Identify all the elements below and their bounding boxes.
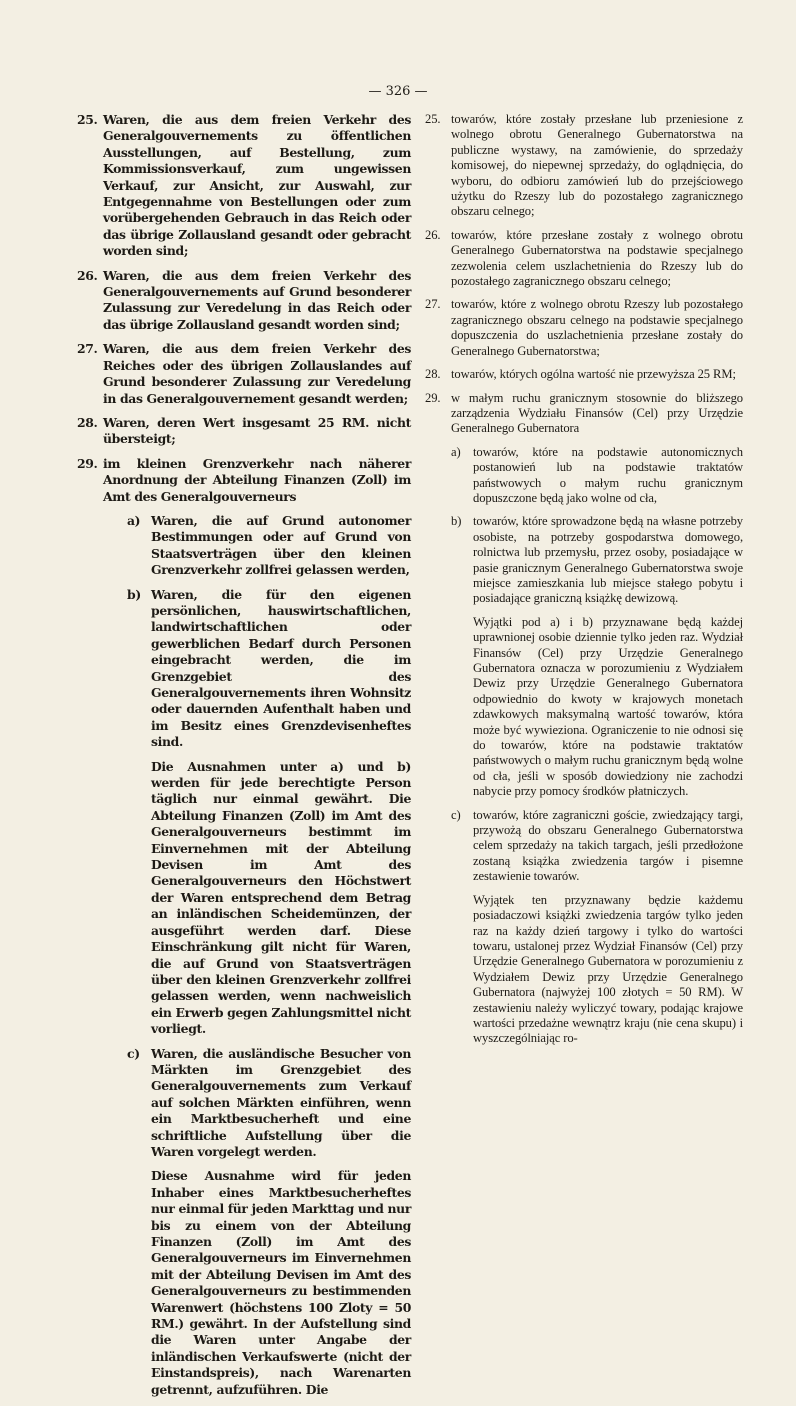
list-item — [77, 112, 411, 260]
sub-item-text: towarów, które sprowadzone będą na własne potrzeby osobiste, na potrzeby gospodarstwa domowego, rolnictwa lub przemysłu, przez osoby, posiadające w pasie granicznym Generalnego Gubernatorstwa swoje miejsce zamieszkania lub miejsce stałego pobytu i posiadające graniczną książkę dewizową. — [473, 514, 743, 606]
item-text: Waren, deren Wert insgesamt 25 RM. nicht übersteigt; — [103, 414, 411, 447]
german-column — [77, 112, 411, 1406]
list-item — [425, 112, 743, 220]
sub-item-text: Waren, die ausländische Besucher von Märkten im Grenzgebiet des Generalgouvernements zum Verkauf auf solchen Märkten einführen, wenn ein Marktbesucherheft und eine schriftliche Aufstellung über die Waren vorgelegt werden. — [151, 1045, 411, 1159]
item-text: towarów, które zostały przesłane lub przeniesione z wolnego obrotu Generalnego Gubernatorstwa na publiczne wystawy, na zamówienie, do sprzedaży komisowej, do niepewnej sprzedaży, do oglądnięcia, do wyboru, do odbioru zamówień lub do przejściowego użytku do Rzeszy lub do pozostałego zagranicznego obszaru celnego; — [451, 112, 743, 219]
paragraph: Wyjątki pod a) i b) przyznawane będą każdej uprawnionej osobie dziennie tylko jeden raz. Wydział Finansów (Cel) przy Urzędzie Generalnego Gubernatora oznacza w porozumieniu z Wydziałem Dewiz przy Urzędzie Generalnego Gubernatora odpowiednio do kwoty w krajowych monetach zdawkowych maksymalną wartość towarów, która może być wywieziona. Ograniczenie to nie odnosi się do towarów, które na podstawie traktatów państwowych o małym ruchu granicznym będą wolne od cła, jeśli w sposób dowiedziony nie zachodzi nabycie przy pomocy środków płatniczych. — [473, 614, 743, 799]
item-number: 25. — [425, 112, 441, 126]
item-number: 28. — [425, 367, 441, 382]
list-item — [425, 391, 743, 437]
sub-item-c — [127, 1046, 411, 1161]
item-number: 25. — [77, 112, 98, 127]
page-number: — 326 — — [368, 84, 428, 99]
list-item — [77, 456, 411, 505]
item-text: towarów, które z wolnego obrotu Rzeszy lub pozostałego zagranicznego obszaru celnego na podstawie specjalnego dopuszczenia do uszlachetnienia przesłane zostały do Generalnego Gubernatorstwa; — [451, 297, 743, 358]
list-item — [77, 415, 411, 448]
item-number: 28. — [77, 414, 98, 430]
item-text: Waren, die aus dem freien Verkehr des Reiches oder des übrigen Zollauslandes auf Grund besonderer Zulassung zur Veredelung in das Generalgouvernement gesandt werden; — [103, 341, 411, 406]
item-number: 29. — [425, 390, 441, 405]
list-item — [77, 268, 411, 334]
sub-item-text: Waren, die auf Grund autonomer Bestimmungen oder auf Grund von Staatsverträgen über den kleinen Grenzverkehr zollfrei gelassen werden, — [151, 512, 411, 578]
sub-item-a — [451, 445, 743, 507]
sub-item-label: c) — [127, 1045, 140, 1061]
sub-item-c — [451, 808, 743, 885]
sub-item-text: towarów, które na podstawie autonomicznych postanowień lub na podstawie traktatów państwowych o małym ruchu granicznym dopuszczone będą jako wolne od cła, — [473, 444, 743, 505]
list-item — [425, 297, 743, 359]
list-item — [425, 228, 743, 290]
sub-item-label: b) — [451, 514, 462, 529]
sub-item-b — [127, 587, 411, 751]
list-item — [425, 367, 743, 382]
sub-item-label: a) — [127, 512, 141, 528]
sub-item-a — [127, 513, 411, 579]
sub-item-b — [451, 514, 743, 606]
item-text: w małym ruchu granicznym stosownie do bliższego zarządzenia Wydziału Finansów (Cel) przy Urzędzie Generalnego Gubernatora — [451, 390, 743, 436]
item-text: im kleinen Grenzverkehr nach näherer Anordnung der Abteilung Finanzen (Zoll) im Amt des Generalgouverneurs — [103, 455, 411, 504]
sub-item-label: a) — [451, 444, 461, 459]
paragraph: Diese Ausnahme wird für jeden Inhaber eines Marktbesucherheftes nur einmal für jeden Markttag und nur bis zu einem von der Abteilung Finanzen (Zoll) im Amt des Generalgouverneurs im Einvernehmen mit der Abteilung Devisen im Amt des Generalgouverneurs zu bestimmenden Warenwert (höchstens 100 Zloty = 50 RM.) gewährt. In der Aufstellung sind die Waren unter Angabe der inländischen Verkaufswerte (nicht der Einstandspreis), nach Warenarten getrennt, aufzuführen. Die — [151, 1168, 411, 1397]
item-text: Waren, die aus dem freien Verkehr des Generalgouvernements zu öffentlichen Ausstellungen, auf Bestellung, zum Kommissionsverkauf, zum ungewissen Verkauf, zur Ansicht, zur Auswahl, zur Entgegennahme von Bestellungen oder zum vorübergehenden Gebrauch in das Reich oder das übrige Zollausland gesandt oder gebracht worden sind; — [103, 112, 411, 259]
item-number: 26. — [77, 267, 98, 283]
sub-items — [425, 445, 743, 1047]
sub-items — [77, 513, 411, 1398]
item-number: 29. — [77, 455, 98, 471]
item-text: towarów, których ogólna wartość nie przewyższa 25 RM; — [451, 367, 736, 382]
list-item — [77, 341, 411, 407]
item-number: 27. — [77, 341, 98, 357]
sub-item-label: b) — [127, 586, 141, 602]
item-text: Waren, die aus dem freien Verkehr des Generalgouvernements auf Grund besonderer Zulassung zur Veredelung in das Reich oder das übrige Zollausland gesandt worden sind; — [103, 267, 411, 332]
sub-item-text: towarów, które zagraniczni goście, zwiedzający targi, przywożą do obszaru Generalnego Gubernatorstwa celem sprzedaży na takich targach, jeśli przedłożone zostaną książka zwiedzenia targów i pisemne zestawienie towarów. — [473, 807, 743, 884]
item-text: towarów, które przesłane zostały z wolnego obrotu Generalnego Gubernatorstwa na podstawie specjalnego zezwolenia celem uszlachetnienia do Rzeszy lub do pozostałego zagranicznego obszaru celnego; — [451, 227, 743, 289]
polish-column — [425, 112, 743, 1055]
paragraph: Die Ausnahmen unter a) und b) werden für jede berechtigte Person täglich nur einmal gewährt. Die Abteilung Finanzen (Zoll) im Amt des Generalgouverneurs bestimmt im Einvernehmen mit der Abteilung Devisen im Amt des Generalgouverneurs den Höchstwert der Waren entsprechend dem Betrag an inländischen Scheidemünzen, der ausgeführt werden darf. Diese Einschränkung gilt nicht für Waren, die auf Grund von Staatsverträgen über den kleinen Grenzverkehr zollfrei gelassen werden, wenn nachweislich ein Erwerb gegen Zahlungsmittel nicht vorliegt. — [151, 758, 412, 1037]
sub-item-label: c) — [451, 807, 461, 822]
sub-item-text: Waren, die für den eigenen persönlichen, hauswirtschaftlichen, landwirtschaftlichen oder gewerblichen Bedarf durch Personen eingebracht werden, die im Grenzgebiet des Generalgouvernements ihren Wohnsitz oder dauernden Aufenthalt haben und im Besitz eines Grenzdevisenheftes sind. — [151, 586, 411, 750]
paragraph: Wyjątek ten przyznawany będzie każdemu posiadaczowi książki zwiedzenia targów tylko jeden raz na każdy dzień targowy i tylko do wartości towaru, ustalonej przez Wydział Finansów (Cel) przy Urzędzie Generalnego Gubernatora w porozumieniu z Wydziałem Dewiz przy Urzędzie Generalnego Gubernatora (najwyżej 100 złotych = 50 RM). W zestawieniu należy wyliczyć towary, podając krajowe wartości przedażne wewnątrz kraju (nie cena skupu) i wyszczególniając ro- — [473, 892, 743, 1046]
item-number: 27. — [425, 297, 441, 312]
item-number: 26. — [425, 227, 441, 242]
